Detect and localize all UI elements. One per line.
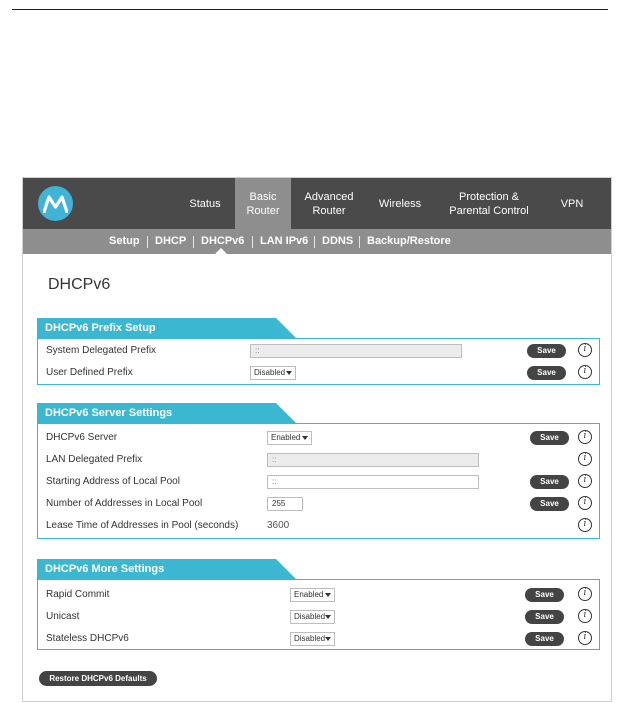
save-button-unicast[interactable]: Save	[525, 610, 564, 624]
subnav-item-backup-restore[interactable]: Backup/Restore	[367, 235, 451, 247]
router-admin-window	[22, 177, 612, 702]
save-button-starting-address[interactable]: Save	[530, 475, 569, 489]
page-top-rule	[12, 9, 608, 10]
section-server-settings	[37, 423, 600, 539]
subnav-divider	[359, 236, 360, 248]
row-label-lan-delegated-prefix: LAN Delegated Prefix	[46, 454, 143, 465]
section-header-more-settings: DHCPv6 More Settings	[37, 559, 276, 579]
subnav-item-ddns[interactable]: DDNS	[322, 235, 354, 247]
nav-item-protection-parental-control[interactable]	[441, 178, 537, 229]
row-label-unicast: Unicast	[46, 611, 80, 622]
info-icon[interactable]: i	[578, 365, 592, 379]
restore-dhcpv6-defaults-button[interactable]: Restore DHCPv6 Defaults	[39, 671, 157, 686]
save-button-user-defined-prefix[interactable]: Save	[527, 366, 566, 380]
stateless-dhcpv6-select[interactable]	[290, 632, 335, 646]
info-icon[interactable]: i	[578, 518, 592, 532]
dhcpv6-server-select[interactable]	[267, 431, 312, 445]
chevron-down-icon	[325, 615, 331, 619]
row-label-system-delegated-prefix: System Delegated Prefix	[46, 345, 157, 356]
section-header-server-settings: DHCPv6 Server Settings	[37, 403, 276, 423]
info-icon[interactable]: i	[578, 474, 592, 488]
row-label-stateless-dhcpv6: Stateless DHCPv6	[46, 633, 129, 644]
chevron-down-icon	[325, 637, 331, 641]
chevron-down-icon	[286, 371, 292, 375]
section-more-settings	[37, 579, 600, 650]
subnav-item-dhcpv6[interactable]: DHCPv6	[201, 235, 245, 247]
subnav-item-dhcp[interactable]: DHCP	[155, 235, 187, 247]
nav-item-label-line2: Router	[312, 204, 346, 217]
nav-item-label: Advanced	[304, 190, 354, 203]
chevron-down-icon	[302, 436, 308, 440]
row-label-starting-address: Starting Address of Local Pool	[46, 476, 180, 487]
info-icon[interactable]: i	[578, 609, 592, 623]
save-button-system-delegated-prefix[interactable]: Save	[527, 344, 566, 358]
nav-item-vpn[interactable]	[547, 178, 597, 229]
info-icon[interactable]: i	[578, 496, 592, 510]
info-icon[interactable]: i	[578, 452, 592, 466]
nav-item-label: Status	[189, 197, 221, 210]
lease-time-value: 3600	[267, 520, 290, 531]
nav-item-label: Basic	[249, 190, 277, 203]
section-prefix-setup	[37, 338, 600, 385]
save-button-stateless-dhcpv6[interactable]: Save	[525, 632, 564, 646]
unicast-select[interactable]	[290, 610, 335, 624]
save-button-number-of-addresses[interactable]: Save	[530, 497, 569, 511]
info-icon[interactable]: i	[578, 587, 592, 601]
active-subnav-pointer	[215, 248, 227, 254]
info-icon[interactable]: i	[578, 343, 592, 357]
lan-delegated-prefix-field: ::	[267, 453, 479, 467]
main-nav-bar	[23, 178, 611, 229]
subnav-item-lan-ipv6[interactable]: LAN IPv6	[260, 235, 309, 247]
number-of-addresses-input[interactable]: 255	[267, 497, 303, 511]
sub-nav-bar	[23, 229, 611, 254]
row-label-rapid-commit: Rapid Commit	[46, 589, 110, 600]
save-button-rapid-commit[interactable]: Save	[525, 588, 564, 602]
motorola-logo-icon[interactable]	[38, 186, 73, 221]
nav-item-wireless[interactable]	[369, 178, 431, 229]
starting-address-input[interactable]: ::	[267, 475, 479, 489]
nav-item-basic-router[interactable]	[235, 178, 291, 229]
nav-item-label-line2: Parental Control	[449, 204, 529, 217]
nav-item-label: Protection &	[459, 190, 519, 203]
system-delegated-prefix-field: ::	[250, 344, 462, 358]
page-title: DHCPv6	[48, 276, 111, 293]
section-header-prefix-setup: DHCPv6 Prefix Setup	[37, 318, 276, 338]
row-label-lease-time: Lease Time of Addresses in Pool (seconds)	[46, 520, 239, 531]
subnav-item-setup[interactable]: Setup	[109, 235, 140, 247]
select-value: Enabled	[294, 590, 324, 599]
info-icon[interactable]: i	[578, 430, 592, 444]
select-value: Enabled	[271, 433, 301, 442]
subnav-divider	[147, 236, 148, 248]
chevron-down-icon	[325, 593, 331, 597]
select-value: Disabled	[294, 634, 326, 643]
subnav-divider	[314, 236, 315, 248]
rapid-commit-select[interactable]	[290, 588, 335, 602]
nav-item-advanced-router[interactable]	[295, 178, 363, 229]
select-value: Disabled	[294, 612, 326, 621]
motorola-batwing-icon	[43, 195, 68, 213]
subnav-divider	[252, 236, 253, 248]
user-defined-prefix-select[interactable]	[250, 366, 296, 380]
save-button-dhcpv6-server[interactable]: Save	[530, 431, 569, 445]
nav-item-label: Wireless	[378, 197, 422, 210]
info-icon[interactable]: i	[578, 631, 592, 645]
subnav-divider	[193, 236, 194, 248]
row-label-user-defined-prefix: User Defined Prefix	[46, 367, 133, 378]
nav-item-label-line2: Router	[246, 204, 280, 217]
row-label-number-of-addresses: Number of Addresses in Local Pool	[46, 498, 203, 509]
nav-item-label: VPN	[560, 197, 584, 210]
nav-item-status[interactable]	[177, 178, 233, 229]
select-value: Disabled	[254, 368, 286, 377]
row-label-dhcpv6-server: DHCPv6 Server	[46, 432, 118, 443]
